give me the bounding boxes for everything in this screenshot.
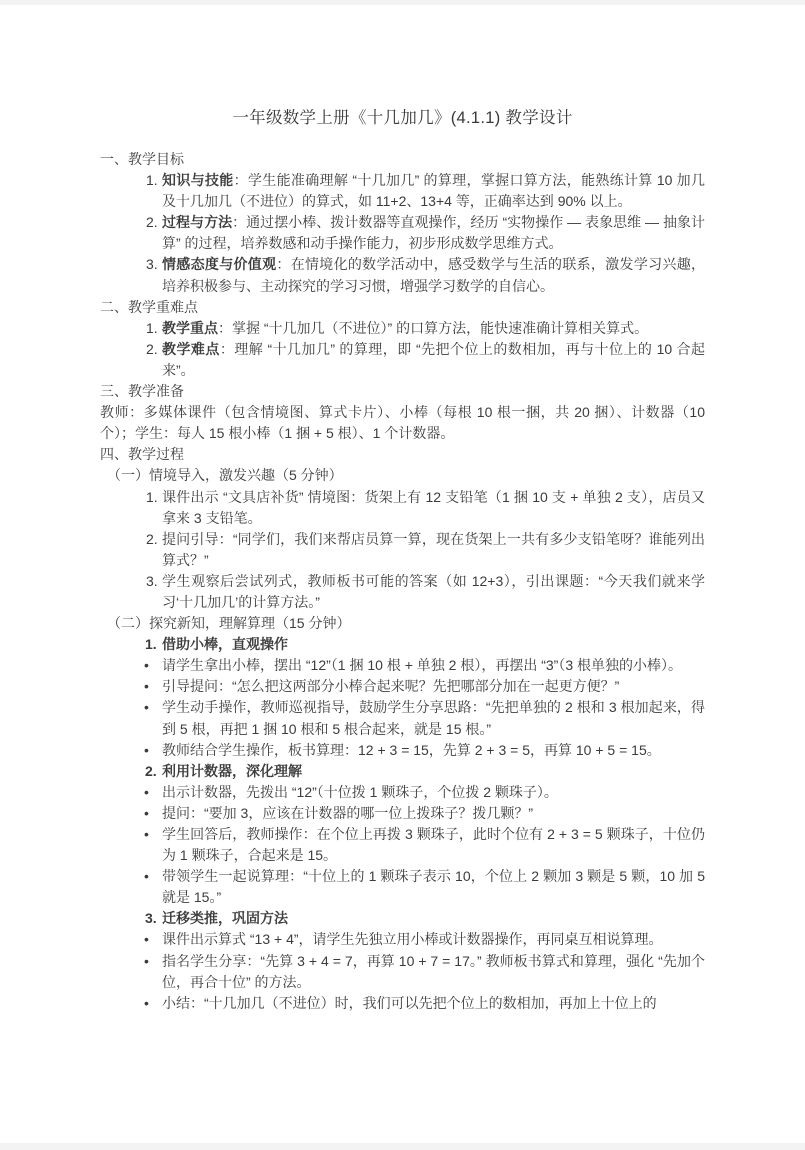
item-label: 知识与技能 (162, 172, 234, 189)
block-title: 借助小棒，直观操作 (162, 636, 288, 653)
explore-blocks (100, 634, 705, 1014)
bullet-item (100, 697, 705, 739)
item-text: ：通过摆小棒、拨计数器等直观操作，经历 “实物操作 — 表象思维 — 抽象计算” 的过程，培养数感和动手操作能力，初步形成数学思维方式。 (162, 214, 706, 252)
bullet-item (100, 951, 705, 993)
bullet-item (100, 866, 705, 908)
bullet-item (100, 676, 705, 697)
item-label: 教学重点 (162, 319, 218, 336)
item-text: ：在情境化的数学活动中，感受数学与生活的联系，激发学习兴趣，培养积极参与、主动探究的学习习惯，增强学习数学的自信心。 (162, 256, 706, 294)
list-item (100, 254, 705, 296)
list-item (100, 529, 705, 571)
bullet-text: 小结：“十几加几（不进位）时，我们可以先把个位上的数相加，再加上十位上的 (162, 994, 657, 1011)
item-text: 提问引导：“同学们，我们来帮店员算一算，现在货架上一共有多少支铅笔呀？谁能列出算式？” (162, 530, 705, 568)
objectives-list (100, 170, 705, 297)
preparation-paragraph: 教师：多媒体课件（包含情境图、算式卡片）、小棒（每根 10 根一捆，共 20 捆）、计数器（10 个）；学生：每人 15 根小棒（1 捆 + 5 根）、1 个计数器。 (100, 404, 705, 442)
document-page (0, 5, 805, 1143)
bullet-text: 出示计数器，先拨出 “12”（十位拨 1 颗珠子，个位拨 2 颗珠子）。 (162, 783, 558, 800)
list-item (100, 318, 705, 339)
bullet-item (100, 993, 705, 1014)
item-text: 学生观察后尝试列式，教师板书可能的答案（如 12+3），引出课题：“今天我们就来学习‘十几加几’的计算方法。” (162, 572, 705, 610)
bullet-text: 引导提问：“怎么把这两部分小棒合起来呢？先把哪部分加在一起更方便？” (162, 678, 620, 695)
bullet-text: 学生动手操作，教师巡视指导，鼓励学生分享思路：“先把单独的 2 根和 3 根加起来，得到 5 根，再把 1 捆 10 根和 5 根合起来，就是 15 根。” (162, 699, 705, 737)
list-item (100, 571, 705, 613)
item-label: 过程与方法 (162, 214, 233, 231)
block-transfer (100, 908, 705, 1013)
item-text: ：理解 “十几加几” 的算理，即 “先把个位上的数相加，再与十位上的 10 合起来”。 (162, 340, 706, 378)
section-heading: 三、教学准备 (100, 383, 184, 400)
list-item (100, 339, 705, 381)
item-text: ：学生能准确理解 “十几加几” 的算理，掌握口算方法，能熟练计算 10 加几及十几加几（不进位）的算式，如 11+2、13+4 等，正确率达到 90% 以上。 (162, 172, 705, 210)
subsection-heading-explore: （二）探究新知，理解算理（15 分钟） (107, 615, 351, 632)
bullet-text: 教师结合学生操作，板书算理：12 + 3 = 15，先算 2 + 3 = 5，再算 10 + 5 = 15。 (162, 741, 661, 758)
intro-steps-list (100, 487, 705, 614)
item-label: 教学难点 (162, 340, 220, 357)
document-title: 一年级数学上册《十几加几》(4.1.1) 教学设计 (232, 109, 573, 127)
list-item (100, 212, 705, 254)
list-item (100, 487, 705, 529)
bullet-text: 带领学生一起说算理：“十位上的 1 颗珠子表示 10，个位上 2 颗加 3 颗是 5 颗，10 加 5 就是 15。” (162, 868, 705, 906)
bullet-text: 提问：“要加 3，应该在计数器的哪一位上拨珠子？拨几颗？” (162, 804, 533, 821)
block-counter (100, 761, 705, 909)
item-label: 情感态度与价值观 (162, 256, 277, 273)
section-heading: 四、教学过程 (100, 446, 184, 463)
key-points-list (100, 318, 705, 381)
bullet-item (100, 929, 705, 950)
list-item (100, 170, 705, 212)
bullet-item (100, 782, 705, 803)
block-title: 迁移类推，巩固方法 (162, 910, 288, 927)
bullet-item (100, 824, 705, 866)
bullet-text: 请学生拿出小棒，摆出 “12”（1 捆 10 根 + 单独 2 根），再摆出 “3”（3 根单独的小棒）。 (162, 657, 683, 674)
section-heading: 一、教学目标 (100, 151, 184, 167)
item-text: 课件出示 “文具店补货” 情境图：货架上有 12 支铅笔（1 捆 10 支 + 单独 2 支），店员又拿来 3 支铅笔。 (162, 488, 705, 526)
item-text: ：掌握 “十几加几（不进位）” 的口算方法，能快速准确计算相关算式。 (218, 319, 649, 336)
bullet-item (100, 740, 705, 761)
section-key-points (100, 297, 705, 381)
section-heading: 二、教学重难点 (100, 298, 198, 315)
block-sticks (100, 634, 705, 761)
section-preparation (100, 381, 705, 444)
section-process (100, 444, 705, 1014)
document-body (0, 5, 805, 1014)
section-objectives (100, 149, 705, 297)
bullet-text: 指名学生分享：“先算 3 + 4 = 7，再算 10 + 7 = 17。” 教师板书算式和算理，强化 “先加个位，再合十位” 的方法。 (162, 952, 705, 990)
subsection-heading-intro: （一）情境导入，激发兴趣（5 分钟） (107, 467, 343, 484)
block-title: 利用计数器，深化理解 (162, 762, 302, 779)
bullet-item (100, 803, 705, 824)
bullet-text: 学生回答后，教师操作：在个位上再拨 3 颗珠子，此时个位有 2 + 3 = 5 颗珠子，十位仍为 1 颗珠子，合起来是 15。 (162, 826, 705, 864)
bullet-item (100, 655, 705, 676)
bullet-text: 课件出示算式 “13 + 4”，请学生先独立用小棒或计数器操作，再同桌互相说算理。 (162, 931, 663, 948)
